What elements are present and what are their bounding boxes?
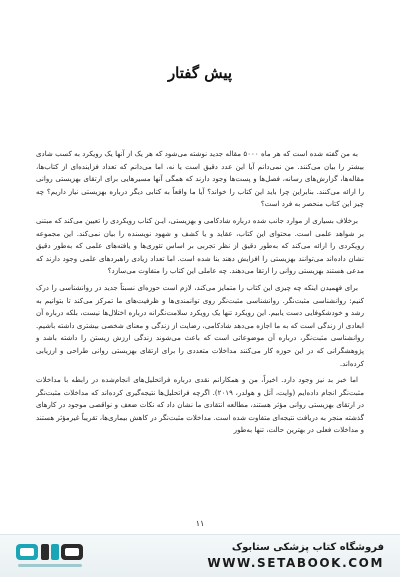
page-title: پیش گفتار <box>167 64 233 82</box>
paragraph: برای فهمیدن اینکه چه چیزی این کتاب را متمایز می‌کند، لازم است حوزه‌ای نسبتاً جدید در روانشناسی را درک کنیم: روانشناسی مثبت‌نگر. روانشناسی مثبت‌نگر روی توانمندی‌ها و ظرفیت‌های ما تمرکز می‌کند تا بتوانیم به رشد و خودشکوفایی دست یابیم. این رویکرد تنها یک رویکرد سلامت‌نگرانه درباره اختلال‌ها نیست، بلکه درباره آن ابعادی از زندگی است که به ما اجازه می‌دهد شادکامی، رضایت از زندگی و معنای شخصی بیشتری داشته باشیم. روانشناسی مثبت‌نگر، درباره آن موضوعاتی است که باعث می‌شوند زندگی ارزش زیستن را داشته باشد و پژوهشگرانی که در این حوزه کار می‌کنند مداخلات متعددی را برای ارتقای بهزیستی روانی طراحی و ارزیابی کرده‌اند. <box>36 282 364 368</box>
store-name: فروشگاه کتاب پزشکی ستابوک <box>231 542 384 553</box>
page-number: ۱۱ <box>195 519 205 528</box>
paragraph: برخلاف بسیاری از موارد جانب شده درباره شادکامی و بهزیستی، ایـن کتاب رویکردی را تعیین می‌کند که مبتنی بر شواهد علمی است. محتوای این کتاب، عقاید و یا کشف و شهود نویسنده را بیان نمی‌کند. این مجموعه رویکردی را ارائه می‌کند که به‌طور دقیق از نظر تجربی بر اساس تئوری‌ها و یافته‌های علمی که به‌طور دقیق نشان داده‌اند می‌توانند بهزیستی را افزایش دهند بنا شده است. اما تعداد زیادی راهبردهای علمی وجود دارند که مدعی هستند بهزیستی روانی را ارتقا می‌دهند. چه عاملی این کتاب را متفاوت می‌سازد؟ <box>36 215 364 276</box>
paragraph: به من گفته شده است که هر ماه ۵۰۰۰ مقاله جدید نوشته می‌شود که هر یک از آنها یک رویکرد به کسب شادی بیشتر را بیان می‌کنند. من نمی‌دانم آیا این عدد دقیق است یا نه، اما می‌دانم که تعداد فزاینده‌ای از کتاب‌ها، مقاله‌ها، گزارش‌های رسانه، فصل‌ها و پست‌ها وجود دارند که همگی آنها مسیرهایی برای ارتقای بهزیستی روانی را ارائه می‌کنند. بنابراین چرا باید این کتاب را خواند؟ آیا ما واقعاً به کتابی دیگر درباره بهزیستی نیاز داریم؟ چه چیز این کتاب منحصر به فرد است؟ <box>36 149 364 209</box>
paragraph: اما خبر بد نیز وجود دارد. اخیراً، من و همکارانم نقدی درباره فراتحلیل‌های انجام‌شده در رابطه با مداخلات مثبت‌نگر انجام داده‌ایم (وایت، آتل و هولدر، ۲۰۱۹). اگرچه فراتحلیل‌ها نتیجه‌گیری کرده‌اند که مداخلات مثبت‌نگر در ارتقای بهزیستی روانی مؤثر هستند، مطالعه انتقادی ما نشان داد که نکات ضعف و نواقصی موجود در کارهای گذشته منجر به دریافت نتیجه‌ای متفاوت شده است. مداخلات مثبت‌نگر در کاهش بیماری‌ها، تقریباً غیرمؤثر هستند و مداخلات فعلی در بهترین حالت، تنها به‌طور <box>36 375 364 435</box>
setabook-logo <box>14 541 86 571</box>
body-text <box>36 148 364 441</box>
store-url: WWW.SETABOOK.COM <box>207 556 384 570</box>
watermark-footer <box>0 534 400 577</box>
